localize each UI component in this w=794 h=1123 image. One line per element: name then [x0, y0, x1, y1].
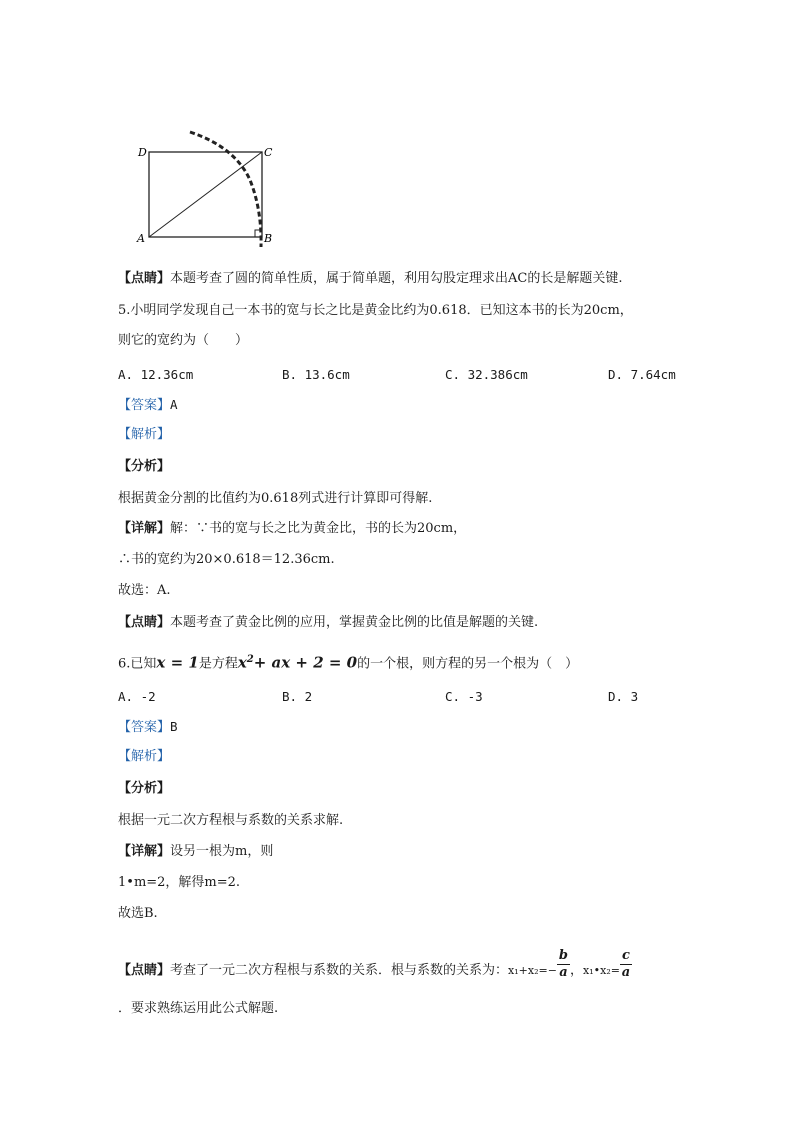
q6-option-c: C. -3 [445, 689, 483, 704]
comment-text: 本题考查了圆的简单性质，属于简单题，利用勾股定理求出AC的长是解题关键. [170, 271, 623, 286]
fraction-c-over-a [620, 948, 632, 981]
q6-analysis-tag: 【分析】 [118, 781, 171, 796]
fraction-b-over-a [557, 948, 570, 981]
equation-root: x = 1 [156, 653, 199, 672]
q5-option-a: A. 12.36cm [118, 367, 194, 382]
q5-option-b: B. 13.6cm [282, 367, 350, 382]
q6-comment [118, 948, 632, 987]
equation-rest: + ax + 2 = 0 [253, 653, 358, 672]
q4-comment [118, 270, 622, 288]
fraction-numerator: b [558, 948, 569, 963]
label-a: A [137, 232, 145, 245]
comment-tag: 【点睛】 [118, 615, 171, 630]
detail-tag: 【详解】 [118, 844, 171, 859]
answer-tag: 【答案】 [118, 398, 171, 413]
q5-choose: 故选：A. [118, 583, 171, 598]
equation-exponent: 2 [246, 654, 254, 665]
q5-analysis-tag: 【分析】 [118, 459, 171, 474]
detail-text: 设另一根为m，则 [170, 844, 274, 859]
equation-x: x [237, 653, 247, 672]
answer-value: B [170, 719, 178, 734]
stem-prefix: 6.已知 [118, 656, 157, 672]
stem-suffix: 的一个根，则方程的另一个根为（ ） [357, 656, 579, 672]
fraction-denominator: a [559, 965, 568, 980]
comment-text: 考查了一元二次方程根与系数的关系．根与系数的关系为： [170, 963, 509, 978]
q5-jiexi-tag: 【解析】 [118, 427, 171, 442]
q6-detail-line2: 1•m=2，解得m=2. [118, 875, 241, 890]
separator: ， [570, 963, 584, 978]
fraction-denominator: a [621, 965, 631, 980]
q6-stem [118, 651, 578, 673]
q5-option-c: C. 32.386cm [445, 367, 528, 382]
q6-analysis-text: 根据一元二次方程根与系数的关系求解. [118, 813, 344, 828]
label-c: C [264, 146, 273, 159]
comment-tag: 【点睛】 [118, 963, 171, 978]
label-d: D [138, 146, 147, 159]
rectangle-arc-figure [135, 125, 285, 250]
q6-choose: 故选B. [118, 906, 158, 921]
comment-text: 本题考查了黄金比例的应用，掌握黄金比例的比值是解题的关键. [170, 615, 539, 630]
fraction-numerator: c [621, 948, 630, 963]
product-formula: x₁•x₂= [583, 964, 620, 977]
sum-formula: x₁+x₂=− [508, 964, 557, 977]
diagonal-ac [149, 152, 262, 237]
comment-tag: 【点睛】 [118, 271, 171, 286]
q5-answer [118, 396, 178, 415]
q6-option-d: D. 3 [608, 689, 639, 704]
detail-text: 解：∵书的宽与长之比为黄金比，书的长为20cm， [170, 521, 467, 536]
dashed-arc [190, 132, 261, 247]
q6-comment-tail: ．要求熟练运用此公式解题. [118, 1001, 279, 1016]
answer-value: A [170, 397, 178, 412]
q5-comment [118, 614, 538, 632]
q5-option-d: D. 7.64cm [608, 367, 676, 382]
answer-tag: 【答案】 [118, 720, 171, 735]
q5-stem-line1: 5.小明同学发现自己一本书的宽与长之比是黄金比约为0.618．已知这本书的长为20cm， [118, 303, 633, 318]
q5-stem-line2: 则它的宽约为（ ） [118, 333, 249, 348]
q6-jiexi-tag: 【解析】 [118, 749, 171, 764]
label-b: B [264, 232, 273, 245]
q6-detail-line1 [118, 843, 273, 861]
q6-answer [118, 718, 178, 737]
q5-analysis-text: 根据黄金分割的比值约为0.618列式进行计算即可得解. [118, 491, 433, 506]
q6-option-a: A. -2 [118, 689, 156, 704]
detail-tag: 【详解】 [118, 521, 171, 536]
q5-detail-line1 [118, 520, 466, 538]
stem-mid: 是方程 [198, 656, 238, 672]
q6-option-b: B. 2 [282, 689, 313, 704]
q5-detail-line2: ∴书的宽约为20×0.618＝12.36cm. [118, 552, 335, 567]
